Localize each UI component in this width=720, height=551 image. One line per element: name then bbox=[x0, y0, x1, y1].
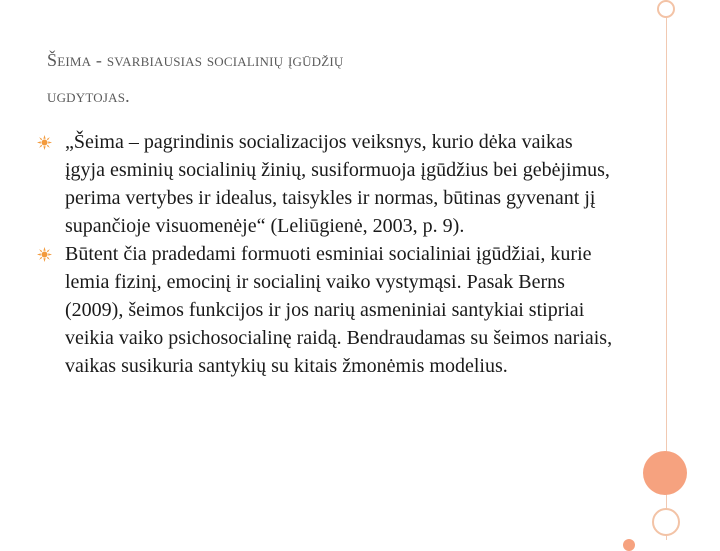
slide-title-line-2: ugdytojas. bbox=[47, 86, 130, 106]
decorative-circle-small bbox=[623, 539, 635, 551]
slide-title-line-1: Šeima - svarbiausias socialinių įgūdžių bbox=[47, 50, 344, 70]
sun-bullet-icon bbox=[37, 135, 52, 150]
bullet-item bbox=[37, 128, 617, 240]
decorative-circle-large bbox=[643, 451, 687, 495]
slide-title bbox=[47, 42, 617, 114]
bullet-text: „Šeima – pagrindinis socializacijos veiksnys, kurio dėka vaikas įgyja esminių socialinių žinių, susiformuoja įgūdžius bei gebėjimus, perima vertybes ir idealus, taisykles ir normas, būtinas gyvenant jį supančioje visuomenėje“ (Leliūgienė, 2003, p. 9). bbox=[65, 131, 610, 237]
decorative-circle-bottom bbox=[652, 508, 680, 536]
sun-bullet-icon bbox=[37, 247, 52, 262]
bullet-item bbox=[37, 240, 617, 380]
bullet-text: Būtent čia pradedami formuoti esminiai socialiniai įgūdžiai, kurie lemia fizinį, emocinį ir socialinį vaiko vystymąsi. Pasak Berns (2009), šeimos funkcijos ir jos narių asmeniniai santykiai stipriai veikia vaiko psichosocialinę raidą. Bendraudamas su šeimos nariais, vaikas susikuria santykių su kitais žmonėmis modelius. bbox=[65, 243, 613, 377]
bullet-list bbox=[37, 128, 617, 380]
decorative-circle-top bbox=[657, 0, 675, 18]
